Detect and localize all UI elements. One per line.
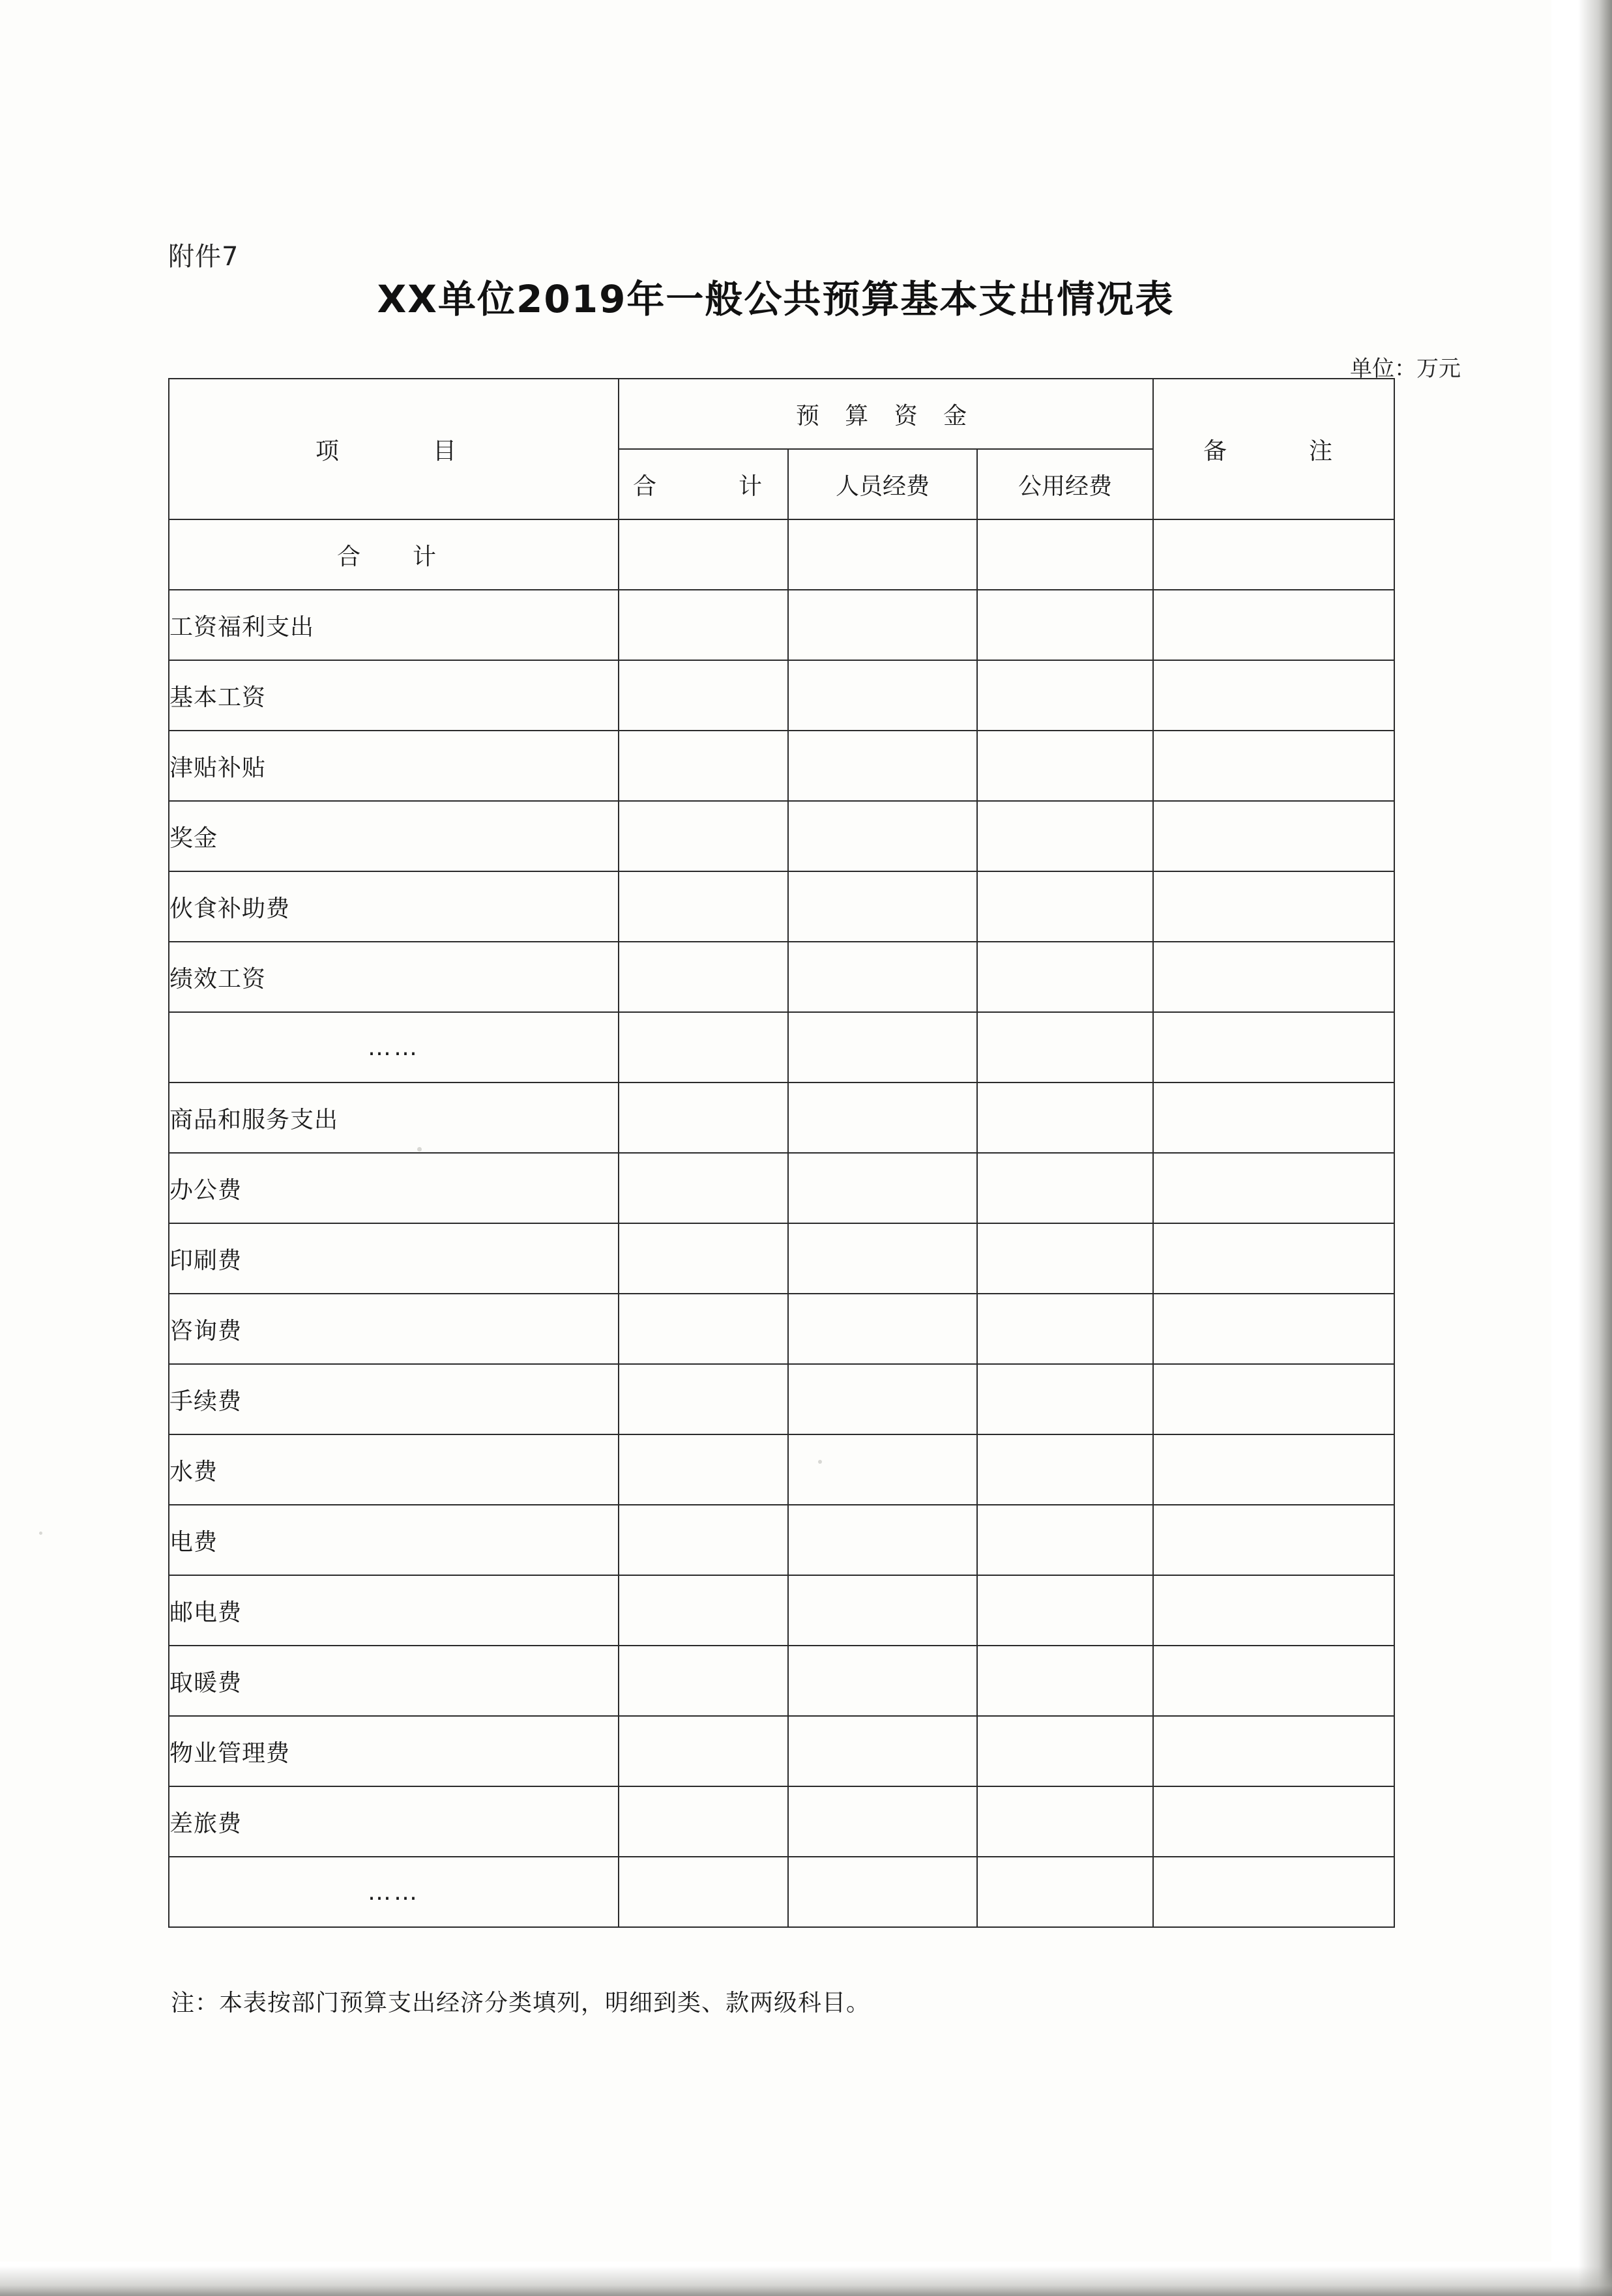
- cell-remark[interactable]: [1153, 1434, 1394, 1505]
- header-remark: 备 注: [1153, 379, 1394, 519]
- row-label: 电费: [169, 1505, 619, 1575]
- cell-total[interactable]: [619, 1223, 788, 1294]
- cell-remark[interactable]: [1153, 1786, 1394, 1857]
- cell-total[interactable]: [619, 1083, 788, 1153]
- row-label: 合 计: [169, 519, 619, 590]
- cell-remark[interactable]: [1153, 1716, 1394, 1786]
- table-row: [169, 1294, 1394, 1364]
- table-row: [169, 871, 1394, 942]
- cell-personnel[interactable]: [788, 801, 977, 871]
- table-row: [169, 731, 1394, 801]
- cell-remark[interactable]: [1153, 1364, 1394, 1434]
- row-label: 工资福利支出: [169, 590, 619, 660]
- cell-remark[interactable]: [1153, 731, 1394, 801]
- cell-remark[interactable]: [1153, 519, 1394, 590]
- cell-remark[interactable]: [1153, 1223, 1394, 1294]
- header-item: 项 目: [169, 379, 619, 519]
- cell-public[interactable]: [977, 1364, 1153, 1434]
- cell-personnel[interactable]: [788, 1364, 977, 1434]
- cell-remark[interactable]: [1153, 1153, 1394, 1223]
- cell-total[interactable]: [619, 519, 788, 590]
- cell-public[interactable]: [977, 1434, 1153, 1505]
- cell-remark[interactable]: [1153, 1857, 1394, 1927]
- table-row: [169, 801, 1394, 871]
- cell-public[interactable]: [977, 801, 1153, 871]
- cell-public[interactable]: [977, 1786, 1153, 1857]
- row-label: 绩效工资: [169, 942, 619, 1012]
- table-row: [169, 1857, 1394, 1927]
- cell-personnel[interactable]: [788, 1505, 977, 1575]
- cell-remark[interactable]: [1153, 1294, 1394, 1364]
- table-row: [169, 660, 1394, 731]
- cell-personnel[interactable]: [788, 731, 977, 801]
- cell-public[interactable]: [977, 590, 1153, 660]
- cell-public[interactable]: [977, 1223, 1153, 1294]
- row-label: 取暖费: [169, 1646, 619, 1716]
- cell-personnel[interactable]: [788, 1857, 977, 1927]
- cell-total[interactable]: [619, 590, 788, 660]
- cell-public[interactable]: [977, 731, 1153, 801]
- cell-public[interactable]: [977, 1294, 1153, 1364]
- row-label: 印刷费: [169, 1223, 619, 1294]
- cell-public[interactable]: [977, 660, 1153, 731]
- cell-public[interactable]: [977, 1083, 1153, 1153]
- row-label: ……: [169, 1012, 619, 1083]
- row-label: 基本工资: [169, 660, 619, 731]
- cell-remark[interactable]: [1153, 1646, 1394, 1716]
- cell-total[interactable]: [619, 1857, 788, 1927]
- cell-personnel[interactable]: [788, 1083, 977, 1153]
- cell-total[interactable]: [619, 1786, 788, 1857]
- cell-total[interactable]: [619, 801, 788, 871]
- cell-public[interactable]: [977, 942, 1153, 1012]
- table-row: [169, 1716, 1394, 1786]
- table-row: [169, 1575, 1394, 1646]
- cell-total[interactable]: [619, 660, 788, 731]
- cell-remark[interactable]: [1153, 590, 1394, 660]
- cell-personnel[interactable]: [788, 590, 977, 660]
- cell-total[interactable]: [619, 871, 788, 942]
- table-row: [169, 1364, 1394, 1434]
- cell-remark[interactable]: [1153, 801, 1394, 871]
- header-total: 合 计: [619, 449, 788, 519]
- cell-public[interactable]: [977, 1153, 1153, 1223]
- cell-total[interactable]: [619, 1505, 788, 1575]
- table-row: [169, 1153, 1394, 1223]
- row-label: 手续费: [169, 1364, 619, 1434]
- table-row: [169, 1786, 1394, 1857]
- table-row: [169, 519, 1394, 590]
- cell-total[interactable]: [619, 1434, 788, 1505]
- cell-public[interactable]: [977, 1012, 1153, 1083]
- cell-personnel[interactable]: [788, 1646, 977, 1716]
- table-body: [169, 519, 1394, 1927]
- cell-total[interactable]: [619, 731, 788, 801]
- table-row: [169, 1223, 1394, 1294]
- table-row: [169, 1434, 1394, 1505]
- cell-public[interactable]: [977, 1857, 1153, 1927]
- table-header: [169, 379, 1394, 519]
- cell-personnel[interactable]: [788, 942, 977, 1012]
- header-public: 公用经费: [977, 449, 1153, 519]
- row-label: 办公费: [169, 1153, 619, 1223]
- cell-personnel[interactable]: [788, 1716, 977, 1786]
- cell-total[interactable]: [619, 942, 788, 1012]
- cell-remark[interactable]: [1153, 942, 1394, 1012]
- budget-table: [168, 378, 1395, 1928]
- table-row: [169, 1505, 1394, 1575]
- cell-personnel[interactable]: [788, 1575, 977, 1646]
- cell-total[interactable]: [619, 1294, 788, 1364]
- row-label: 奖金: [169, 801, 619, 871]
- footer-note: 注：本表按部门预算支出经济分类填列，明细到类、款两级科目。: [171, 1990, 871, 2016]
- page-title: XX单位2019年一般公共预算基本支出情况表: [377, 277, 1175, 321]
- cell-personnel[interactable]: [788, 871, 977, 942]
- row-label: ……: [169, 1857, 619, 1927]
- table-row: [169, 590, 1394, 660]
- cell-total[interactable]: [619, 1012, 788, 1083]
- cell-personnel[interactable]: [788, 1434, 977, 1505]
- cell-public[interactable]: [977, 1505, 1153, 1575]
- cell-public[interactable]: [977, 1716, 1153, 1786]
- row-label: 咨询费: [169, 1294, 619, 1364]
- table-row: [169, 1646, 1394, 1716]
- cell-personnel[interactable]: [788, 1012, 977, 1083]
- cell-remark[interactable]: [1153, 1505, 1394, 1575]
- row-label: 邮电费: [169, 1575, 619, 1646]
- row-label: 差旅费: [169, 1786, 619, 1857]
- table-row: [169, 1083, 1394, 1153]
- cell-remark[interactable]: [1153, 1083, 1394, 1153]
- row-label: 物业管理费: [169, 1716, 619, 1786]
- cell-total[interactable]: [619, 1575, 788, 1646]
- table-row: [169, 942, 1394, 1012]
- cell-personnel[interactable]: [788, 1294, 977, 1364]
- cell-remark[interactable]: [1153, 871, 1394, 942]
- cell-personnel[interactable]: [788, 1786, 977, 1857]
- cell-total[interactable]: [619, 1153, 788, 1223]
- cell-remark[interactable]: [1153, 1575, 1394, 1646]
- cell-public[interactable]: [977, 519, 1153, 590]
- row-label: 津贴补贴: [169, 731, 619, 801]
- attachment-label: 附件7: [168, 242, 239, 272]
- cell-total[interactable]: [619, 1646, 788, 1716]
- cell-personnel[interactable]: [788, 1153, 977, 1223]
- row-label: 伙食补助费: [169, 871, 619, 942]
- cell-remark[interactable]: [1153, 660, 1394, 731]
- cell-total[interactable]: [619, 1364, 788, 1434]
- cell-personnel[interactable]: [788, 1223, 977, 1294]
- cell-personnel[interactable]: [788, 660, 977, 731]
- cell-public[interactable]: [977, 871, 1153, 942]
- header-personnel: 人员经费: [788, 449, 977, 519]
- cell-total[interactable]: [619, 1716, 788, 1786]
- header-budget-funds: 预 算 资 金: [619, 379, 1153, 449]
- cell-public[interactable]: [977, 1646, 1153, 1716]
- table-row: [169, 1012, 1394, 1083]
- cell-remark[interactable]: [1153, 1012, 1394, 1083]
- row-label: 商品和服务支出: [169, 1083, 619, 1153]
- unit-note: 单位：万元: [1350, 356, 1461, 382]
- row-label: 水费: [169, 1434, 619, 1505]
- cell-personnel[interactable]: [788, 519, 977, 590]
- cell-public[interactable]: [977, 1575, 1153, 1646]
